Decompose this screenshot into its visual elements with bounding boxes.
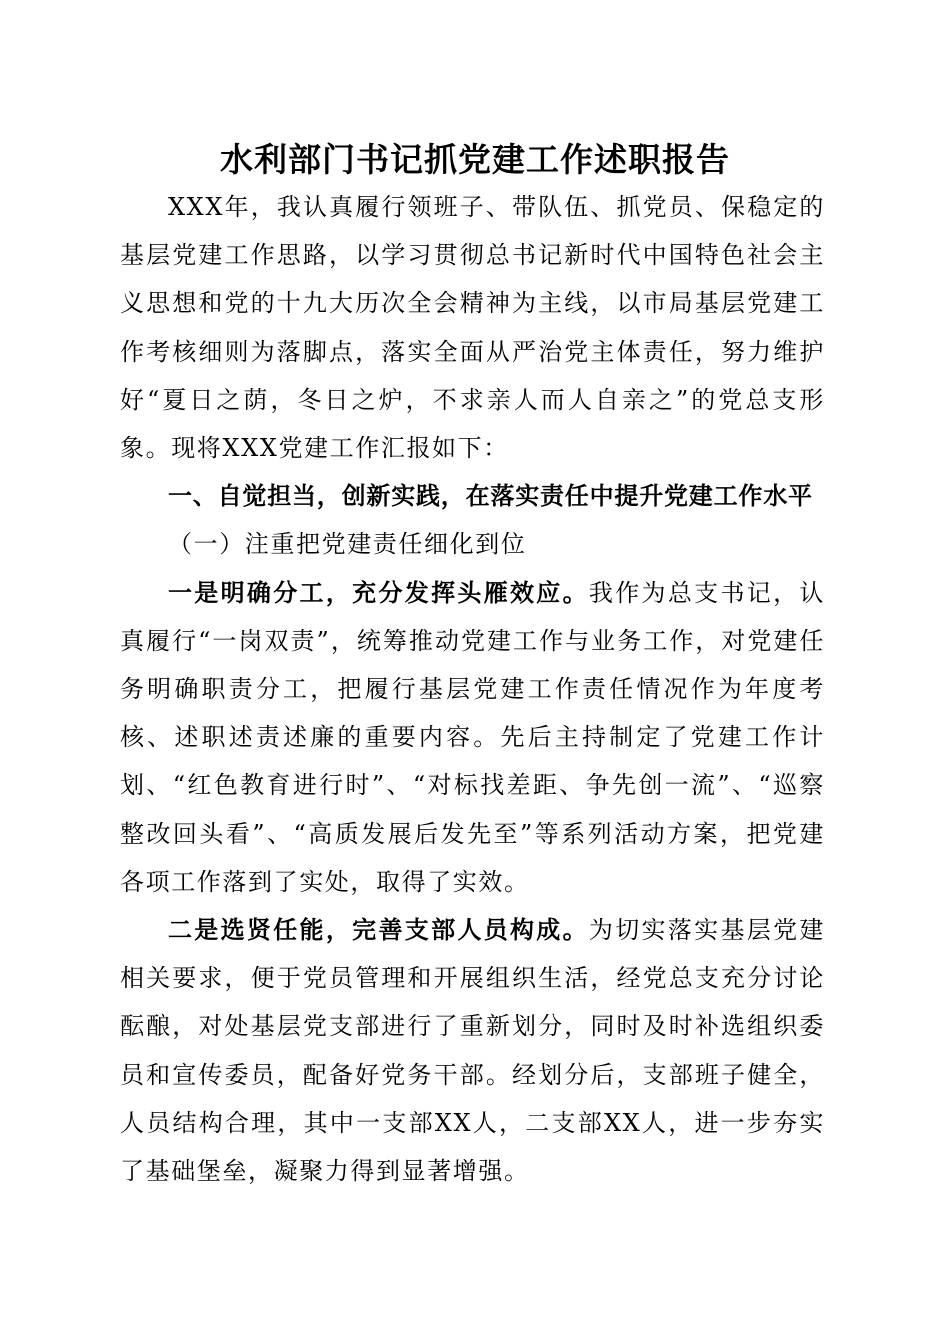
subsection-heading: （一）注重把党建责任细化到位 [168, 530, 527, 559]
paragraph-body: 为切实落实基层党建相关要求，便于党员管理和开展组织生活，经党总支充分讨论酝酿，对处基层党支部进行了重新划分，同时及时补选组织委员和宣传委员，配备好党务干部。经划分后，支部班子健全，人员结构合理，其中一支部XX人，二支部XX人，进一步夯实了基础堡垒，凝聚力得到显著增强。 [120, 916, 825, 1186]
document-body [120, 183, 825, 1195]
paragraph-lead: 一是明确分工，充分发挥头雁效应。 [168, 577, 589, 607]
paragraph-division-of-labor [120, 569, 825, 906]
intro-paragraph: XXX年，我认真履行领班子、带队伍、抓党员、保稳定的基层党建工作思路，以学习贯彻总书记新时代中国特色社会主义思想和党的十九大历次全会精神为主线，以市局基层党建工作考核细则为落脚点，落实全面从严治党主体责任，努力维护好“夏日之荫，冬日之炉，不求亲人而人自亲之”的党总支形象。现将XXX党建工作汇报如下： [120, 193, 825, 463]
document-title: 水利部门书记抓党建工作述职报告 [220, 140, 730, 179]
paragraph-body: 我作为总支书记，认真履行“一岗双责”，统筹推动党建工作与业务工作，对党建任务明确职责分工，把履行基层党建工作责任情况作为年度考核、述职述责述廉的重要内容。先后主持制定了党建工作计划、“红色教育进行时”、“对标找差距、争先创一流”、“巡察整改回头看”、“高质发展后发先至”等系列活动方案，把党建各项工作落到了实处，取得了实效。 [120, 578, 825, 896]
paragraph-lead: 二是选贤任能，完善支部人员构成。 [168, 915, 589, 945]
section-heading: 一、自觉担当，创新实践，在落实责任中提升党建工作水平 [168, 482, 813, 511]
paragraph-personnel [120, 906, 825, 1195]
